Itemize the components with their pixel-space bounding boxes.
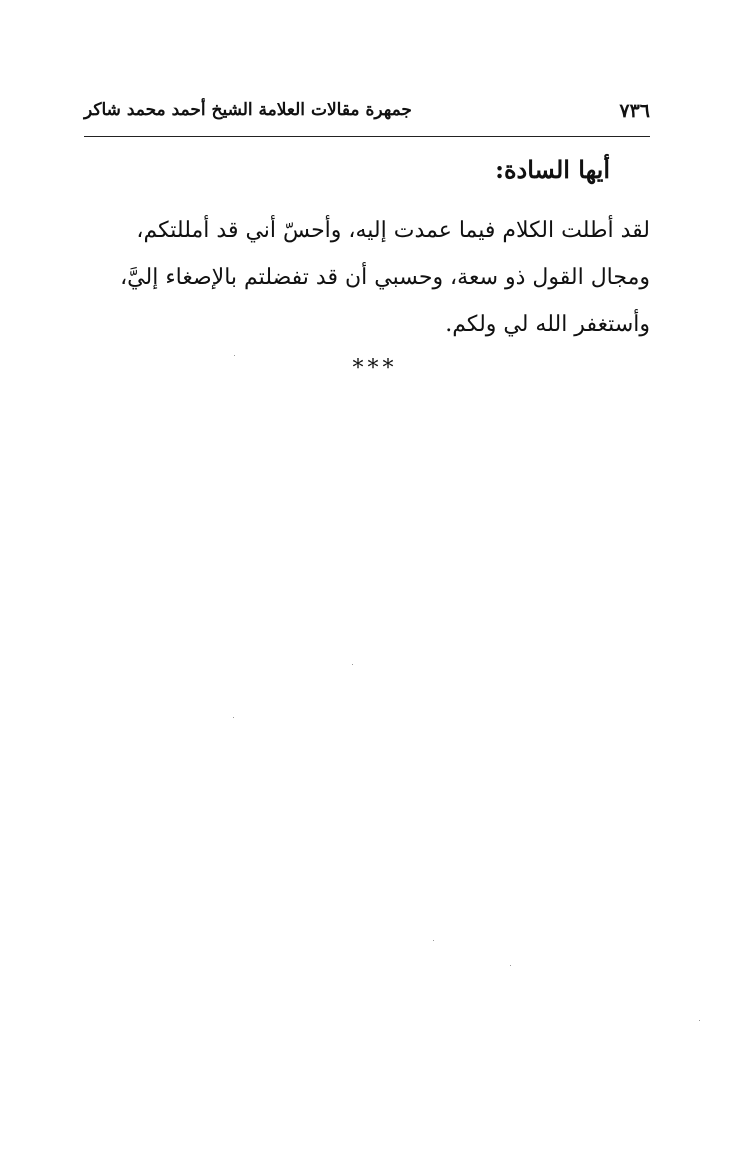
scan-speck bbox=[233, 717, 234, 718]
scan-speck bbox=[352, 664, 353, 665]
scan-speck bbox=[433, 940, 434, 941]
page-number: ٧٣٦ bbox=[619, 100, 650, 122]
section-heading: أيها السادة: bbox=[495, 155, 610, 184]
running-title: جمهرة مقالات العلامة الشيخ أحمد محمد شاكر bbox=[84, 100, 412, 120]
scan-speck bbox=[510, 965, 511, 966]
scan-speck bbox=[699, 1020, 700, 1021]
scan-speck bbox=[234, 355, 235, 356]
header-rule bbox=[84, 136, 650, 137]
page-header bbox=[84, 96, 650, 136]
body-paragraph bbox=[84, 207, 650, 348]
section-separator: *** bbox=[352, 356, 398, 381]
body-line-3: وأستغفر الله لي ولكم. bbox=[445, 312, 650, 337]
body-line-1: لقد أطلت الكلام فيما عمدت إليه، وأحسّ أني قد أمللتكم، bbox=[136, 218, 650, 243]
body-line-2: ومجال القول ذو سعة، وحسبي أن قد تفضلتم بالإصغاء إليَّ، bbox=[120, 265, 650, 290]
